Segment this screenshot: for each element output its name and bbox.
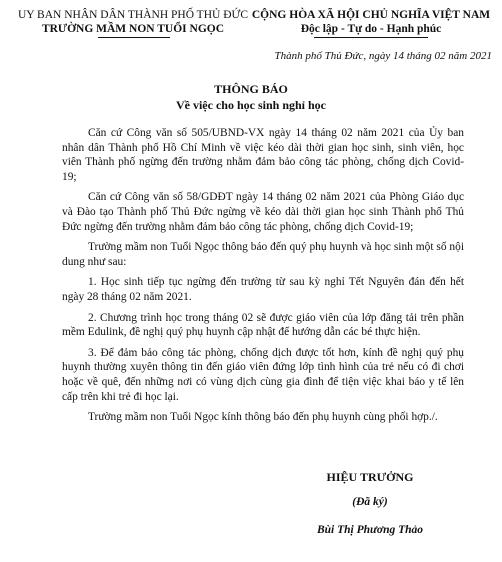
issuer-authority: UY BAN NHÂN DÂN THÀNH PHỐ THỦ ĐỨC [18,9,249,21]
paragraph: Trường mầm non Tuổi Ngọc thông báo đến quý phụ huynh và học sinh một số nội dung như sau: [62,241,464,268]
issuer-underline [98,37,170,38]
paragraph: Căn cứ Công văn số 505/UBND-VX ngày 14 tháng 02 năm 2021 của Ủy ban nhân dân Thành phố Hồ Chí Minh về việc kéo dài thời gian học sinh, sinh viên, học viên Thành phố ngừng đến trường nhằm đảm bảo công tác phòng, chống dịch Covid-19; [62,127,464,183]
issuer-header [18,8,248,36]
national-header [250,8,492,36]
paragraph: 1. Học sinh tiếp tục ngừng đến trường từ sau kỳ nghỉ Tết Nguyên đán đến hết ngày 28 tháng 02 năm 2021. [62,276,464,303]
paragraph: 3. Để đảm bảo công tác phòng, chống dịch được tốt hơn, kính đề nghị quý phụ huynh thường xuyên thông tin đến giáo viên đứng lớp tình hình của trẻ nếu có đi chơi hoặc về quê, đến những nơi có vùng dịch cùng gia đình để tiện việc khai báo y tế lên cấp trên khi trẻ đi học lại. [62,346,464,403]
document-subtitle: Về việc cho học sinh nghỉ học [175,98,326,112]
issuer-school: TRƯỜNG MẦM NON TUỔI NGỌC [41,23,225,35]
paragraph: 2. Chương trình học trong tháng 02 sẽ được giáo viên của lớp đăng tải trên phần mềm Edulink, đề nghị quý phụ huynh cập nhật để hướng dẫn các bé thực hiện. [62,311,464,339]
paragraph: Căn cứ Công văn số 58/GDĐT ngày 14 tháng 02 năm 2021 của Phòng Giáo dục và Đào tạo Thành phố Thủ Đức ngừng về kéo dài thời gian học sinh Thành phố Thủ Đức ngừng đến trường nhằm đảm bảo công tác phòng, chống dịch Covid-19; [62,191,464,233]
signed-note: (Đã ký) [352,496,388,508]
national-name: CỘNG HÒA XÃ HỘI CHỦ NGHĨA VIỆT NAM [251,9,491,21]
national-motto: Độc lập - Tự do - Hạnh phúc [300,23,442,35]
paragraph: Trường mầm non Tuổi Ngọc kính thông báo đến phụ huynh cùng phối hợp./. [88,411,438,424]
motto-underline [314,37,428,38]
document-body [62,126,464,431]
place-date: Thành phố Thủ Đức, ngày 14 tháng 02 năm 2021 [274,50,492,62]
signer-title: HIỆU TRƯỞNG [326,470,414,484]
signer-name: Bùi Thị Phương Thảo [316,524,424,536]
document-title: THÔNG BÁO [214,82,288,96]
